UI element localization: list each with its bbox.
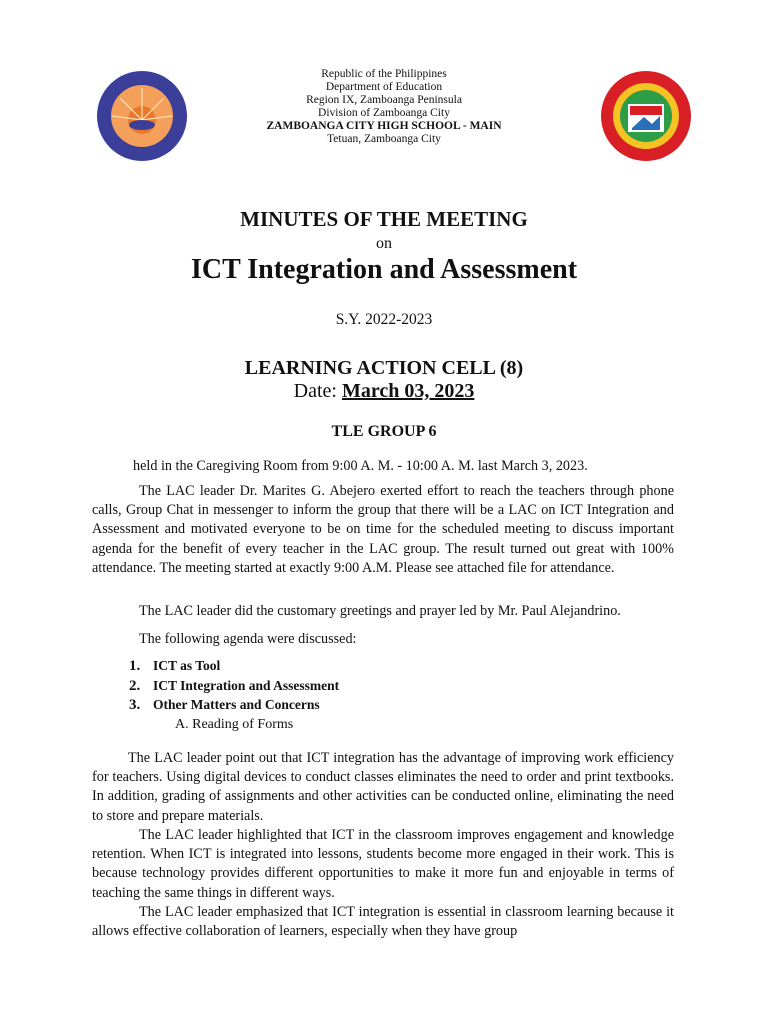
paragraph-agenda-intro: The following agenda were discussed:	[139, 631, 357, 647]
agenda-item	[129, 678, 339, 698]
agenda-subitem: A. Reading of Forms	[175, 716, 294, 732]
letterhead-school: ZAMBOANGA CITY HIGH SCHOOL - MAIN	[266, 120, 502, 132]
meeting-date	[0, 380, 768, 403]
group-heading: TLE GROUP 6	[331, 423, 437, 440]
minutes-heading: MINUTES OF THE MEETING	[240, 207, 528, 231]
deped-seal-logo	[600, 70, 692, 162]
letterhead	[200, 68, 568, 146]
paragraph-attendance: The LAC leader Dr. Marites G. Abejero exerted effort to reach the teachers through phone calls, Group Chat in messenger to inform the group that there will be a LAC on ICT Integration and Assessment and motivated everyone to be on time for the scheduled meeting to discuss important agenda for the benefit of every teacher in the LAC group. The result turned out great with 100% attendance. The meeting started at exactly 9:00 A.M. Please see attached file for attendance.	[92, 483, 674, 576]
letterhead-department: Department of Education	[325, 81, 443, 93]
agenda-number: 2.	[129, 677, 141, 694]
letterhead-region: Region IX, Zamboanga Peninsula	[306, 94, 462, 106]
agenda-number: 1.	[129, 658, 141, 674]
agenda-text: ICT Integration and Assessment	[153, 677, 340, 693]
school-year: S.Y. 2022-2023	[335, 311, 433, 328]
paragraph-collaboration: The LAC leader emphasized that ICT integration is essential in classroom learning because it allows effective collaboration of learners, especially when they have group	[92, 904, 674, 940]
date-label: Date:	[293, 380, 342, 402]
paragraph-work-efficiency: The LAC leader point out that ICT integration has the advantage of improving work efficiency for teachers. Using digital devices to conduct classes eliminates the need to order and print textbooks. In addition, grading of assignments and other activities can be conducted online, eliminating the need to store and prepare materials.	[92, 750, 674, 824]
agenda-list	[129, 658, 339, 733]
agenda-number: 3.	[129, 697, 141, 713]
school-seal-logo	[96, 70, 188, 162]
lac-heading: LEARNING ACTION CELL (8)	[244, 357, 524, 379]
paragraph-greetings: The LAC leader did the customary greetings and prayer led by Mr. Paul Alejandrino.	[139, 603, 621, 619]
letterhead-division: Division of Zamboanga City	[318, 107, 450, 119]
letterhead-republic: Republic of the Philippines	[321, 68, 447, 80]
agenda-text: Other Matters and Concerns	[153, 697, 320, 712]
agenda-item	[129, 697, 339, 717]
heading-on: on	[376, 235, 392, 252]
held-line: held in the Caregiving Room from 9:00 A. M. - 10:00 A. M. last March 3, 2023.	[133, 458, 588, 474]
meeting-topic-title: ICT Integration and Assessment	[190, 254, 578, 285]
letterhead-address: Tetuan, Zamboanga City	[327, 133, 441, 145]
agenda-item	[129, 658, 339, 678]
agenda-text: ICT as Tool	[153, 658, 221, 673]
date-value: March 03, 2023	[341, 380, 475, 402]
paragraph-engagement: The LAC leader highlighted that ICT in the classroom improves engagement and knowledge retention. When ICT is integrated into lessons, students become more engaged in their work. This is because technology provides different opportunities to make it more fun and enjoyable in terms of teaching the same things in different ways.	[92, 827, 674, 901]
